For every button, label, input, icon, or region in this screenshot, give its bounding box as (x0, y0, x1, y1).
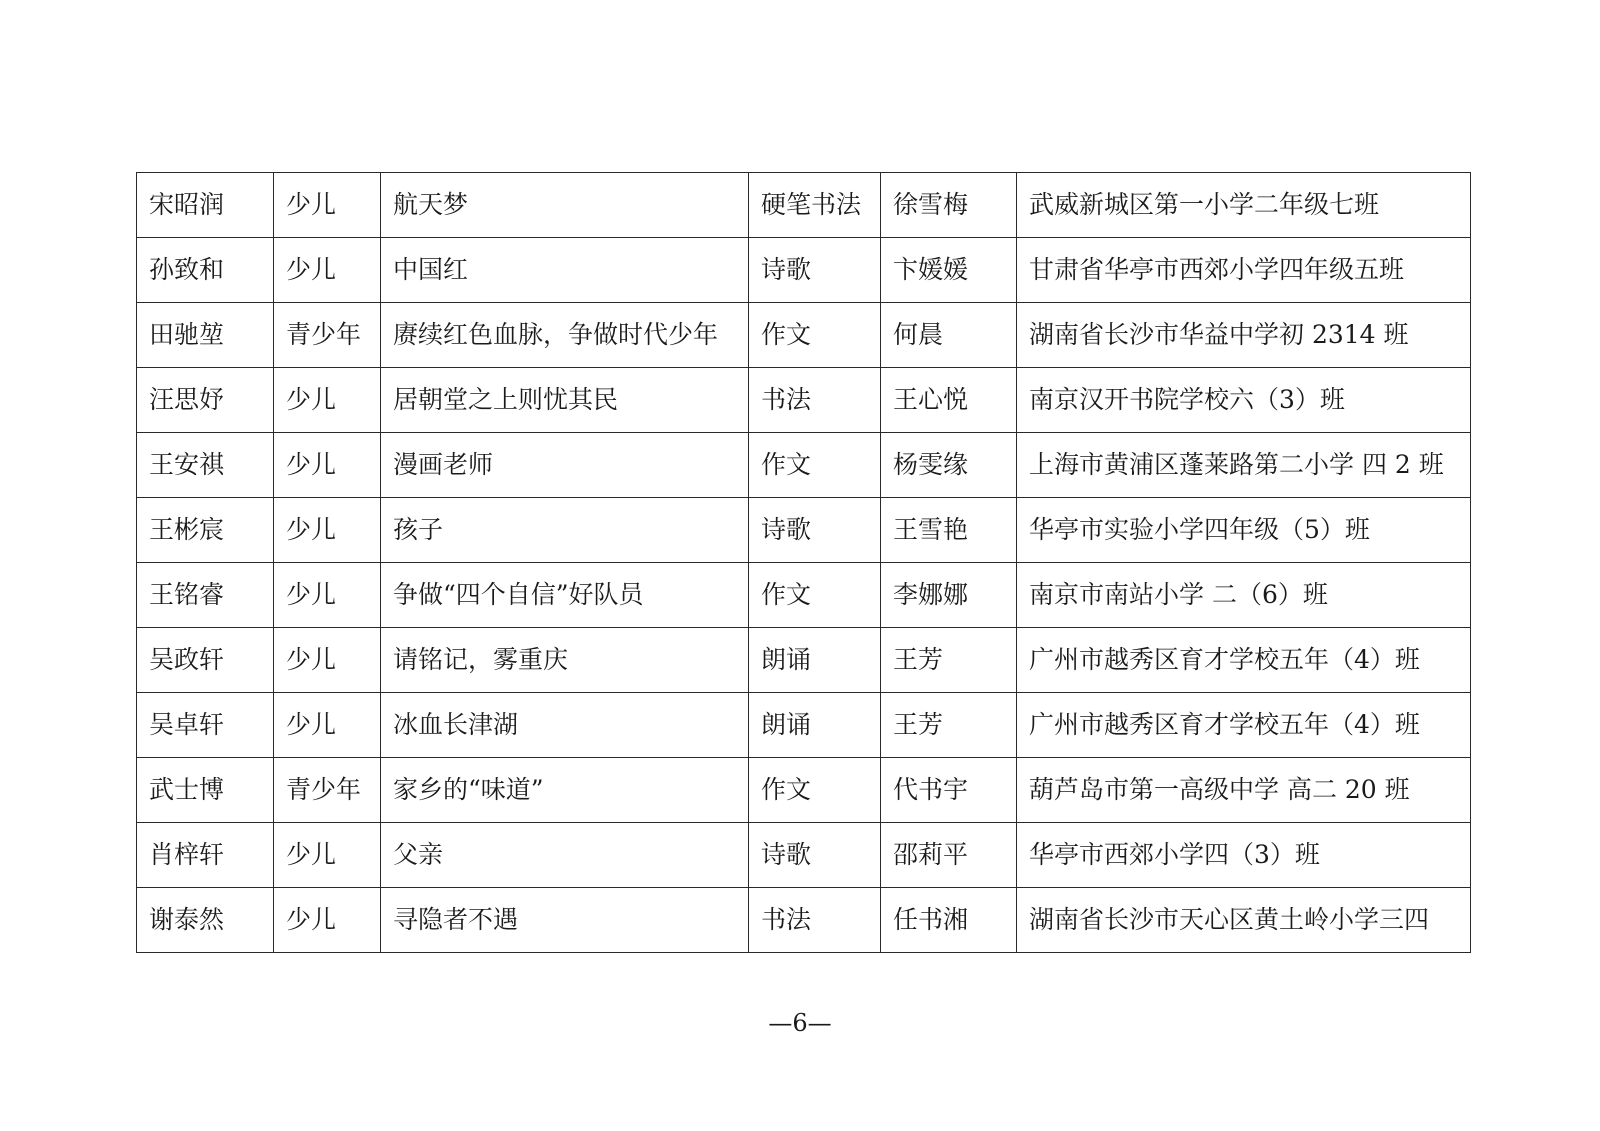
age-group-cell: 少儿 (274, 433, 381, 498)
school-cell: 广州市越秀区育才学校五年（4）班 (1017, 628, 1471, 693)
work-title-cell: 航天梦 (381, 173, 749, 238)
category-cell: 诗歌 (749, 498, 881, 563)
teacher-cell: 邵莉平 (881, 823, 1017, 888)
table-row (137, 303, 1471, 368)
teacher-cell: 王芳 (881, 628, 1017, 693)
age-group-cell: 少儿 (274, 563, 381, 628)
category-cell: 书法 (749, 368, 881, 433)
work-title-cell: 居朝堂之上则忧其民 (381, 368, 749, 433)
school-cell: 湖南省长沙市天心区黄土岭小学三四 (1017, 888, 1471, 953)
teacher-cell: 何晨 (881, 303, 1017, 368)
school-cell: 甘肃省华亭市西郊小学四年级五班 (1017, 238, 1471, 303)
table-row (137, 888, 1471, 953)
category-cell: 硬笔书法 (749, 173, 881, 238)
roster-body (137, 173, 1471, 953)
student-name-cell: 王安祺 (137, 433, 274, 498)
category-cell: 朗诵 (749, 628, 881, 693)
work-title-cell: 赓续红色血脉，争做时代少年 (381, 303, 749, 368)
age-group-cell: 少儿 (274, 498, 381, 563)
age-group-cell: 少儿 (274, 173, 381, 238)
category-cell: 作文 (749, 758, 881, 823)
school-cell: 上海市黄浦区蓬莱路第二小学 四 2 班 (1017, 433, 1471, 498)
school-cell: 华亭市实验小学四年级（5）班 (1017, 498, 1471, 563)
teacher-cell: 李娜娜 (881, 563, 1017, 628)
table-row (137, 173, 1471, 238)
award-roster-table (136, 172, 1471, 953)
teacher-cell: 王芳 (881, 693, 1017, 758)
work-title-cell: 请铭记，雾重庆 (381, 628, 749, 693)
page-number: —6— (768, 1009, 832, 1037)
work-title-cell: 孩子 (381, 498, 749, 563)
table-row (137, 693, 1471, 758)
work-title-cell: 寻隐者不遇 (381, 888, 749, 953)
age-group-cell: 青少年 (274, 303, 381, 368)
teacher-cell: 王雪艳 (881, 498, 1017, 563)
student-name-cell: 孙致和 (137, 238, 274, 303)
school-cell: 武威新城区第一小学二年级七班 (1017, 173, 1471, 238)
age-group-cell: 少儿 (274, 368, 381, 433)
category-cell: 诗歌 (749, 238, 881, 303)
teacher-cell: 代书宇 (881, 758, 1017, 823)
table-row (137, 823, 1471, 888)
category-cell: 作文 (749, 563, 881, 628)
teacher-cell: 卞媛媛 (881, 238, 1017, 303)
student-name-cell: 武士博 (137, 758, 274, 823)
category-cell: 作文 (749, 303, 881, 368)
work-title-cell: 家乡的“味道” (381, 758, 749, 823)
category-cell: 书法 (749, 888, 881, 953)
teacher-cell: 杨雯缘 (881, 433, 1017, 498)
student-name-cell: 汪思妤 (137, 368, 274, 433)
work-title-cell: 冰血长津湖 (381, 693, 749, 758)
table-row (137, 368, 1471, 433)
table-row (137, 758, 1471, 823)
work-title-cell: 争做“四个自信”好队员 (381, 563, 749, 628)
school-cell: 广州市越秀区育才学校五年（4）班 (1017, 693, 1471, 758)
table-row (137, 563, 1471, 628)
age-group-cell: 少儿 (274, 693, 381, 758)
work-title-cell: 父亲 (381, 823, 749, 888)
school-cell: 葫芦岛市第一高级中学 高二 20 班 (1017, 758, 1471, 823)
student-name-cell: 宋昭润 (137, 173, 274, 238)
table-row (137, 628, 1471, 693)
table-row (137, 498, 1471, 563)
school-cell: 南京市南站小学 二（6）班 (1017, 563, 1471, 628)
age-group-cell: 少儿 (274, 823, 381, 888)
student-name-cell: 吴卓轩 (137, 693, 274, 758)
student-name-cell: 吴政轩 (137, 628, 274, 693)
school-cell: 湖南省长沙市华益中学初 2314 班 (1017, 303, 1471, 368)
student-name-cell: 谢泰然 (137, 888, 274, 953)
age-group-cell: 青少年 (274, 758, 381, 823)
age-group-cell: 少儿 (274, 628, 381, 693)
student-name-cell: 王彬宸 (137, 498, 274, 563)
work-title-cell: 漫画老师 (381, 433, 749, 498)
teacher-cell: 徐雪梅 (881, 173, 1017, 238)
work-title-cell: 中国红 (381, 238, 749, 303)
age-group-cell: 少儿 (274, 888, 381, 953)
school-cell: 华亭市西郊小学四（3）班 (1017, 823, 1471, 888)
teacher-cell: 王心悦 (881, 368, 1017, 433)
table-row (137, 238, 1471, 303)
table-row (137, 433, 1471, 498)
student-name-cell: 王铭睿 (137, 563, 274, 628)
category-cell: 诗歌 (749, 823, 881, 888)
category-cell: 作文 (749, 433, 881, 498)
student-name-cell: 田驰堃 (137, 303, 274, 368)
age-group-cell: 少儿 (274, 238, 381, 303)
student-name-cell: 肖梓轩 (137, 823, 274, 888)
teacher-cell: 任书湘 (881, 888, 1017, 953)
category-cell: 朗诵 (749, 693, 881, 758)
school-cell: 南京汉开书院学校六（3）班 (1017, 368, 1471, 433)
